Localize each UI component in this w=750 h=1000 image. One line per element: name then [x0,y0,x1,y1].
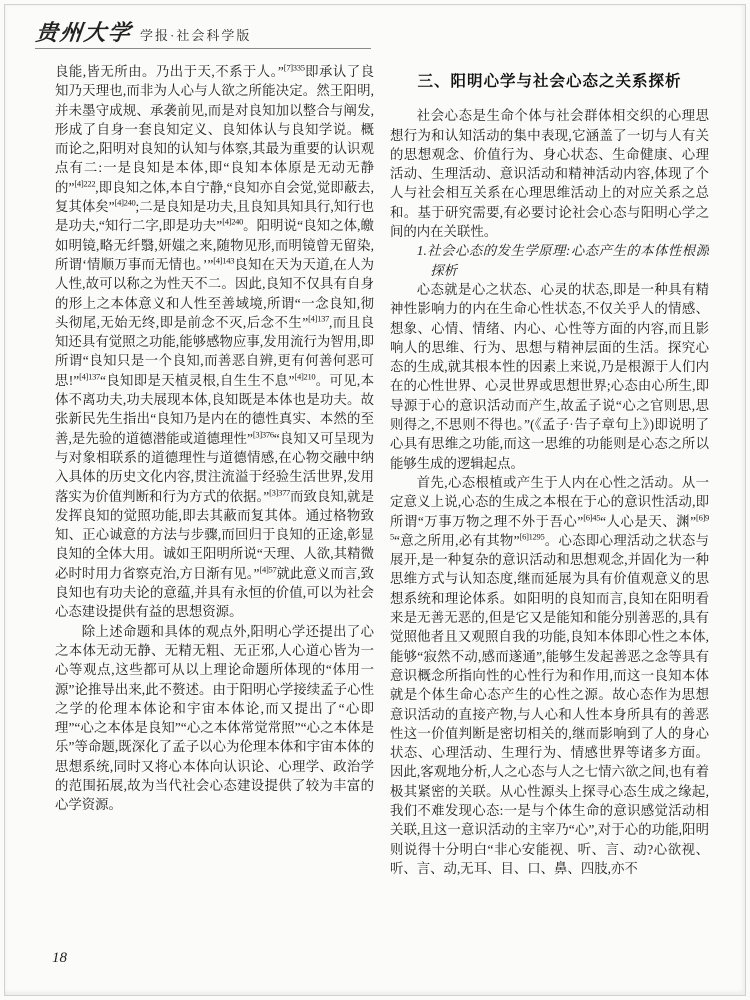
citation-ref: [3]377 [269,487,291,498]
citation-ref: [3]376 [252,429,274,440]
citation-ref: [4]143 [213,255,235,266]
citation-ref: [4]240 [222,216,244,227]
citation-ref: [4]222 [74,178,96,189]
section-heading: 三、阳明心学与社会心态之关系探析 [417,73,682,90]
journal-header [36,16,376,47]
journal-logo: 贵州大学 [34,20,134,45]
page-number: 18 [52,950,67,966]
subsection-heading: 1.社会心态的发生学原理:心态产生的本体性根源探析 [416,243,709,278]
right-column [390,62,709,955]
paragraph: 社会心态是生命个体与社会群体相交织的心理思想行为和认知活动的集中表现,它涵盖了一切与人有关的思想观念、价值行为、身心状态、生命健康、心理活动、生理活动、意识活动和精神活动内容,体现了个人与社会相互关系在心理思维活动上的对应关系之总和。基于研究需要,有必要讨论社会心态与阳明心学之间的内在关联性。 [390,108,709,240]
journal-subtitle: 学报·社会科学版 [140,28,252,43]
paragraph: 除上述命题和具体的观点外,阳明心学还提出了心之本体无动无静、无精无粗、无正邪,人心道心皆为一心等观点,这些都可从以上理论命题所体现的“体用一源”论推导出来,此不赘述。由于阳明心学接续孟子心性之学的伦理本体论和宇宙本体论,而又提出了“心即理”“心之本体是良知”“心之本体常觉常照”“心之本体是乐”等命题,既深化了孟子以心为伦理本体和宇宙本体的思想系统,同时又将心本体向认识论、心理学、政治学的范围拓展,故为当代社会心态建设提供了较为丰富的心学资源。 [55,623,374,813]
citation-ref: [4]210 [294,371,316,382]
citation-ref: [4]240 [114,197,136,208]
citation-ref: [6]95 [390,512,709,542]
paragraph: 良能,皆无所由。乃出于天,不系于人。”$^{[7]335}$即承认了良知乃天理也,而非为人心与人欲之所能决定。然王阳明,并未墨守成规、承袭前见,而是对良知加以整合与阐发,形成了自身一套良知定义、良知体认与良知学说。概而论之,阳明对良知的认知与体察,其最为重要的认识观点有二:一是良知是本体,即“良知本体原是无动无静的”$^{[4]222}$,即良知之体,本自宁静,“良知亦自会觉,觉即蔽去,复其体矣”$^{[4]240}$;二是良知是功夫,且良知具知具行,知行也是功夫,“知行二字,即是功夫”$^{[4]240}$。阳明说“良知之体,皦如明镜,略无纤翳,妍媸之来,随物见形,而明镜曾无留染,所谓‘情顺万事而无情也。’”$^{[4]143}$良知在天为天道,在人为人性,故可以称之为性天不二。因此,良知不仅具有自身的形上之本体意义和人性至善域境,所谓“一念良知,彻头彻尾,无始无终,即是前念不灭,后念不生”$^{[4]137}$,而且良知还具有觉照之功能,能够感物应事,发用流行为智用,即所谓“良知只是一个良知,而善恶自辨,更有何善何恶可思!”$^{[4]137}$“良知即是天植灵根,自生生不息”$^{[4]210}$。可见,本体不离功夫,功夫展现本体,良知既是本体也是功夫。故张新民先生指出“良知乃是内在的德性真实、本然的至善,是先验的道德潜能或道德理性”$^{[3]376}$“良知又可呈现为与对象相联系的道德理性与道德情感,在心物交融中纳入具体的历史文化内容,贯注流溢于经验生活世界,发用落实为价值判断和行为方式的依据。”$^{[3]377}$而致良知,就是发挥良知的觉照功能,即去其蔽而复其体。通过格物致知、正心诚意的方法与步骤,而回归于良知的正途,彰显良知的全体大用。诚如王阳明所说“天理、人欲,其精微必时时用力省察克治,方日渐有见。”$^{[4]57}$就此意义而言,致良知也有功夫论的意蕴,并具有永恒的价值,可以为社会心态建设提供有益的思想资源。 [55,62,374,620]
citation-ref: [4]137 [79,371,101,382]
citation-ref: [7]335 [283,62,305,73]
citation-ref: [4]137 [308,313,330,324]
citation-ref: [4]57 [259,564,277,575]
citation-ref: [6]45 [583,512,601,523]
header-divider [35,48,371,49]
left-column [55,62,374,955]
citation-ref: [6]1295 [519,531,545,542]
paragraph: 首先,心态根植或产生于人内在心性之活动。从一定意义上说,心态的生成之本根在于心的意识性活动,即所谓“万事万物之理不外于吾心”$^{[6]45}$“人心是天、渊”$^{[6]95}$“意之所用,必有其物”$^{[6]1295}$。心态即心理活动之状态与展开,是一种复杂的意识活动和思想观念,并固化为一种思维方式与认知态度,继而延展为具有价值观意义的思想系统和理论体系。如阳明的良知而言,良知在阳明看来是无善无恶的,但是它又是能知和能分别善恶的,具有觉照他者且又观照自我的功能,良知本体即心性之本体,能够“寂然不动,感而遂通”,能够生发起善恶之念等具有意识概念所指向性的心性行为和作用,而这一良知本体就是个体生命心态产生的心性之源。故心态作为思想意识活动的直接产物,与人心和人性本身所具有的善恶性这一价值判断是密切相关的,继而影响到了人的身心状态、心理活动、生理行为、情感世界等诸多方面。因此,客观地分析,人之心态与人之七情六欲之间,也有着极其紧密的关联。从心性源头上探寻心态生成之缘起,我们不难发现心态:一是与个体生命的意识感觉活动相关联,且这一意识活动的主宰乃“心”,对于心的功能,阳明则说得十分明白“非心安能视、听、言、动?心欲视、听、言、动,无耳、目、口、鼻、四肢,亦不 [390,474,709,876]
paragraph: 心态就是心之状态、心灵的状态,即是一种具有精神性影响力的内在生命心性状态,不仅关乎人的情感、想象、心情、情绪、内心、心性等方面的内容,而且影响人的思维、行为、思想与精神层面的生活。探究心态的生成,就其根本性的因素上来说,乃是根源于人们内在的心性世界、心灵世界或思想世界;心态由心所生,即导源于心的意识活动而产生,故孟子说“心之官则思,思则得之,不思则不得也。”(《孟子·告子章句上》)即说明了心具有思维之功能,而这一思维的功能则是心态之所以能够生成的逻辑起点。 [390,281,709,471]
